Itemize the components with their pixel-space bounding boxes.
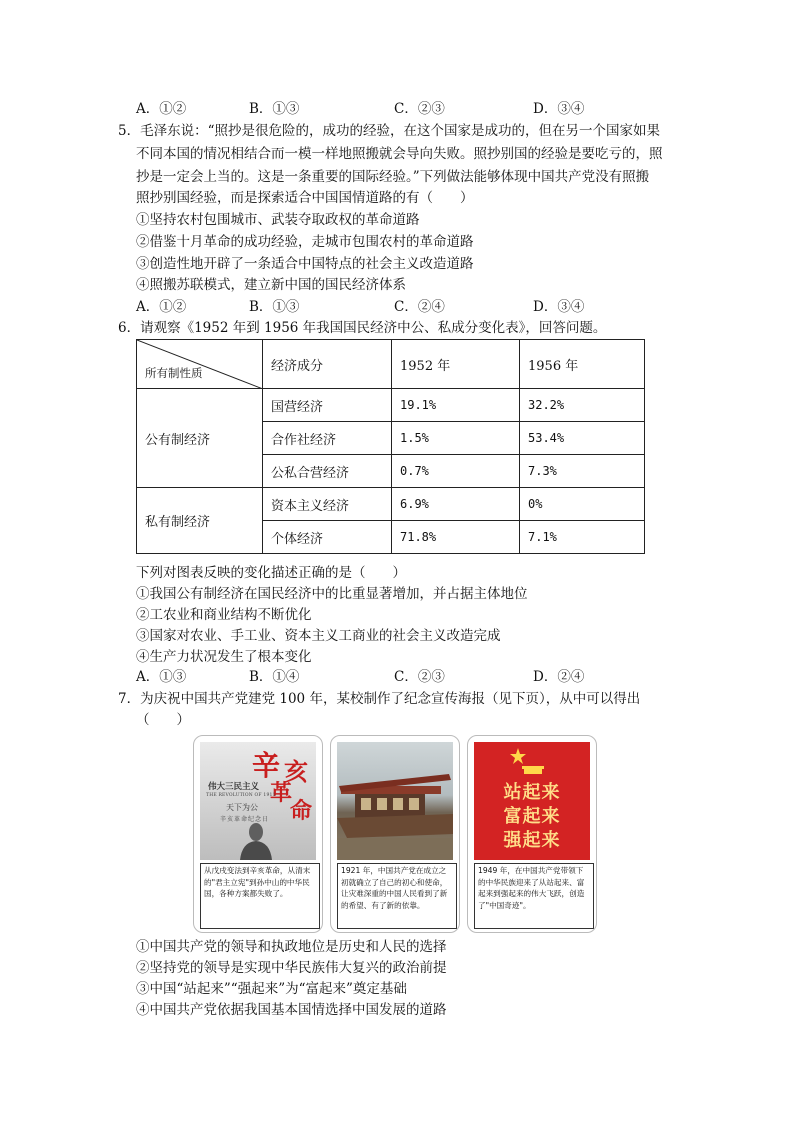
red-boat-image	[337, 742, 453, 860]
group-public: 公有制经济	[137, 389, 263, 488]
q5-stem-line-3: 抄是一定会上当的。这是一条重要的国际经验。”下列做法能够体现中国共产党没有照搬	[136, 169, 650, 185]
poster-title-char-1: 辛	[252, 749, 281, 782]
q6-item-2: ②工农业和商业结构不断优化	[136, 607, 312, 623]
q7-stem-line-1: 7．为庆祝中国共产党建党 100 年，某校制作了纪念宣传海报（见下页），从中可以得出	[118, 691, 641, 707]
row-coop-1956: 53.4%	[520, 422, 645, 455]
economy-table	[136, 339, 645, 554]
group-private: 私有制经济	[137, 488, 263, 554]
q7-item-2: ②坚持党的领导是实现中华民族伟大复兴的政治前提	[136, 960, 447, 976]
q5-item-2: ②借鉴十月革命的成功经验，走城市包围农村的革命道路	[136, 234, 474, 250]
slogan-stand-up: 站起来	[503, 782, 561, 803]
q5-stem-line-4: 照抄别国经验，而是探索适合中国国情道路的有（ ）	[136, 190, 474, 206]
row-state-1956: 32.2%	[520, 389, 645, 422]
poster-2-image	[337, 742, 453, 860]
q4-option-b[interactable]: B．①③	[249, 101, 300, 117]
poster-3-caption: 1949 年，在中国共产党带领下的中华民族迎来了从站起来、富起来到强起来的伟大飞跃，创造了"中国奇迹"。	[474, 863, 594, 929]
row-individual-name: 个体经济	[263, 521, 392, 554]
q5-option-d[interactable]: D．③④	[533, 299, 585, 315]
q7-item-3: ③中国“站起来”“强起来”为“富起来”奠定基础	[136, 981, 407, 997]
row-joint-name: 公私合营经济	[263, 455, 392, 488]
poster-title-char-3: 革	[270, 780, 293, 806]
row-joint-1952: 0.7%	[392, 455, 520, 488]
header-1956: 1956 年	[520, 340, 645, 389]
row-coop-1952: 1.5%	[392, 422, 520, 455]
header-component: 经济成分	[263, 340, 392, 389]
q6-item-4: ④生产力状况发生了根本变化	[136, 649, 312, 665]
q5-option-b[interactable]: B．①③	[249, 299, 300, 315]
poster-memo: 辛亥革命纪念日	[220, 816, 270, 823]
q6-option-d[interactable]: D．②④	[533, 669, 585, 685]
q5-stem-line-2: 不同本国的情况相结合而一模一样地照搬就会导向失败。照抄别国的经验是要吃亏的，照	[136, 146, 663, 162]
poster-motto: 天下为公	[226, 803, 258, 812]
q7-item-1: ①中国共产党的领导和执政地位是历史和人民的选择	[136, 939, 447, 955]
q4-option-d[interactable]: D．③④	[533, 101, 585, 117]
poster-1-image	[200, 742, 316, 860]
row-capital-name: 资本主义经济	[263, 488, 392, 521]
q5-item-3: ③创造性地开辟了一条适合中国特点的社会主义改造道路	[136, 256, 474, 272]
row-state-name: 国营经济	[263, 389, 392, 422]
q7-stem-line-2: （ ）	[136, 712, 190, 728]
row-coop-name: 合作社经济	[263, 422, 392, 455]
table-diagonal-header	[137, 340, 263, 389]
row-capital-1956: 0%	[520, 488, 645, 521]
q4-option-a[interactable]: A．①②	[136, 101, 187, 117]
poster-1911-revolution	[193, 735, 323, 933]
header-1952: 1952 年	[392, 340, 520, 389]
poster-title-char-2: 亥	[284, 757, 308, 786]
row-capital-1952: 6.9%	[392, 488, 520, 521]
poster-red-boat	[330, 735, 460, 933]
sun-yatsen-portrait	[236, 820, 276, 860]
row-state-1952: 19.1%	[392, 389, 520, 422]
poster-2-caption: 1921 年，中国共产党在成立之初就确立了自己的初心和使命，让灾难深重的中国人民看到了新的希望、有了新的依靠。	[337, 863, 457, 929]
poster-stand-up	[467, 735, 597, 933]
tiananmen-star-icon	[510, 746, 554, 776]
poster-1-caption: 从戊戌变法到辛亥革命，从清末的"君主立宪"到孙中山的中华民国，各种方案都失败了。	[200, 863, 320, 929]
q6-option-c[interactable]: C．②③	[394, 669, 445, 685]
q5-option-a[interactable]: A．①②	[136, 299, 187, 315]
q4-option-c[interactable]: C．②③	[394, 101, 445, 117]
q6-item-3: ③国家对农业、手工业、资本主义工商业的社会主义改造完成	[136, 628, 501, 644]
q6-question: 下列对图表反映的变化描述正确的是（ ）	[136, 565, 406, 581]
ownership-label: 所有制性质	[145, 366, 203, 380]
q6-title: 6．请观察《1952 年到 1956 年我国国民经济中公、私成分变化表》，回答问题。	[118, 320, 607, 336]
slogan-get-strong: 强起来	[503, 830, 561, 851]
q5-stem-line-1: 5．毛泽东说：“照抄是很危险的，成功的经验，在这个国家是成功的，但在另一个国家如果	[118, 123, 660, 139]
q6-option-b[interactable]: B．①④	[249, 669, 300, 685]
q6-item-1: ①我国公有制经济在国民经济中的比重显著增加，并占据主体地位	[136, 586, 528, 602]
poster-3-image	[474, 742, 590, 860]
row-joint-1956: 7.3%	[520, 455, 645, 488]
q5-item-1: ①坚持农村包围城市、武装夺取政权的革命道路	[136, 212, 420, 228]
q6-option-a[interactable]: A．①③	[136, 669, 187, 685]
q5-item-4: ④照搬苏联模式，建立新中国的国民经济体系	[136, 277, 406, 293]
q7-item-4: ④中国共产党依据我国基本国情选择中国发展的道路	[136, 1002, 447, 1018]
slogan-get-rich: 富起来	[503, 806, 561, 827]
row-individual-1956: 7.1%	[520, 521, 645, 554]
q5-option-c[interactable]: C．②④	[394, 299, 445, 315]
poster-title-char-4: 命	[290, 798, 313, 824]
row-individual-1952: 71.8%	[392, 521, 520, 554]
poster-english: THE REVOLUTION OF 1911	[206, 793, 276, 798]
poster-subtitle: 伟大三民主义	[208, 782, 260, 792]
